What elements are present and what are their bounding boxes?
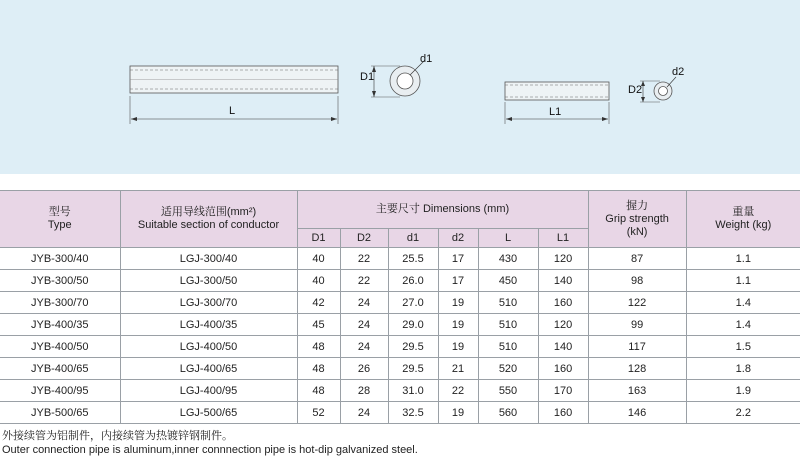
label-D1: D1	[360, 71, 375, 83]
header-grip: 握力 Grip strength (kN)	[588, 191, 686, 248]
spec-table	[0, 190, 800, 424]
cell-d1: 29.5	[388, 358, 438, 380]
cell-d2: 22	[438, 380, 478, 402]
subheader-D1: D1	[297, 229, 340, 248]
table-row	[0, 270, 800, 292]
cell-l1: 160	[538, 358, 588, 380]
cell-l1: 170	[538, 380, 588, 402]
cell-l: 430	[478, 248, 538, 270]
pipe-drawings	[0, 0, 800, 174]
cell-l1: 120	[538, 248, 588, 270]
cell-d2: 24	[340, 402, 388, 424]
cell-d1: 32.5	[388, 402, 438, 424]
cell-d2: 24	[340, 336, 388, 358]
cell-type: JYB-400/35	[0, 314, 120, 336]
cell-grip: 117	[588, 336, 686, 358]
label-D2: D2	[628, 84, 643, 96]
cell-type: JYB-400/65	[0, 358, 120, 380]
header-dimensions: 主要尺寸 Dimensions (mm)	[297, 191, 588, 229]
table-row	[0, 336, 800, 358]
subheader-L1: L1	[538, 229, 588, 248]
cell-grip: 98	[588, 270, 686, 292]
cell-l: 550	[478, 380, 538, 402]
header-type: 型号 Type	[0, 191, 120, 248]
table-row	[0, 358, 800, 380]
cell-grip: 163	[588, 380, 686, 402]
cell-d2: 17	[438, 248, 478, 270]
cell-weight: 1.4	[686, 314, 800, 336]
cell-d2: 19	[438, 292, 478, 314]
cell-section: LGJ-400/65	[120, 358, 297, 380]
cell-d1: 52	[297, 402, 340, 424]
cell-type: JYB-500/65	[0, 402, 120, 424]
cell-d1: 26.0	[388, 270, 438, 292]
cell-d2: 19	[438, 402, 478, 424]
cell-l: 560	[478, 402, 538, 424]
subheader-d1: d1	[388, 229, 438, 248]
subheader-D2: D2	[340, 229, 388, 248]
cell-l1: 140	[538, 336, 588, 358]
table-row	[0, 248, 800, 270]
cell-type: JYB-400/50	[0, 336, 120, 358]
cell-d2: 24	[340, 292, 388, 314]
cell-grip: 146	[588, 402, 686, 424]
cell-grip: 128	[588, 358, 686, 380]
diagram-panel	[0, 0, 800, 174]
cell-section: LGJ-500/65	[120, 402, 297, 424]
cell-l1: 160	[538, 402, 588, 424]
cell-section: LGJ-300/50	[120, 270, 297, 292]
cell-l: 450	[478, 270, 538, 292]
cell-d2: 26	[340, 358, 388, 380]
cell-l1: 120	[538, 314, 588, 336]
cell-d2: 19	[438, 314, 478, 336]
cell-d1: 40	[297, 270, 340, 292]
cell-grip: 99	[588, 314, 686, 336]
label-L1: L1	[549, 106, 562, 118]
cell-d2: 17	[438, 270, 478, 292]
cell-l1: 140	[538, 270, 588, 292]
cell-type: JYB-300/50	[0, 270, 120, 292]
note-chinese: 外接续管为铝制件，内接续管为热镀锌钢制件。	[2, 430, 233, 442]
cell-d1: 29.5	[388, 336, 438, 358]
cell-d2: 24	[340, 314, 388, 336]
cell-d1: 48	[297, 380, 340, 402]
table-header-row	[0, 191, 800, 229]
cell-d1: 40	[297, 248, 340, 270]
cell-d1: 25.5	[388, 248, 438, 270]
cell-weight: 1.9	[686, 380, 800, 402]
cell-d1: 31.0	[388, 380, 438, 402]
cell-d1: 42	[297, 292, 340, 314]
cell-section: LGJ-300/70	[120, 292, 297, 314]
label-d2: d2	[672, 66, 685, 78]
cell-section: LGJ-400/50	[120, 336, 297, 358]
cell-d1: 29.0	[388, 314, 438, 336]
cell-l: 510	[478, 314, 538, 336]
header-section: 适用导线范围(mm²) Suitable section of conductor	[120, 191, 297, 248]
cell-type: JYB-300/40	[0, 248, 120, 270]
cell-grip: 87	[588, 248, 686, 270]
cell-d1: 27.0	[388, 292, 438, 314]
cell-weight: 1.8	[686, 358, 800, 380]
cell-l: 510	[478, 336, 538, 358]
cell-l1: 160	[538, 292, 588, 314]
cell-weight: 1.1	[686, 248, 800, 270]
cell-weight: 1.5	[686, 336, 800, 358]
cell-grip: 122	[588, 292, 686, 314]
cell-section: LGJ-300/40	[120, 248, 297, 270]
cell-weight: 1.1	[686, 270, 800, 292]
cell-l: 520	[478, 358, 538, 380]
cell-type: JYB-400/95	[0, 380, 120, 402]
label-L: L	[229, 105, 236, 117]
cell-weight: 1.4	[686, 292, 800, 314]
cell-section: LGJ-400/95	[120, 380, 297, 402]
cell-d1: 48	[297, 336, 340, 358]
cell-d2: 22	[340, 248, 388, 270]
cell-l: 510	[478, 292, 538, 314]
cell-d1: 48	[297, 358, 340, 380]
note-english: Outer connection pipe is aluminum,inner connnection pipe is hot-dip galvanized steel.	[2, 444, 418, 456]
cell-type: JYB-300/70	[0, 292, 120, 314]
cell-d1: 45	[297, 314, 340, 336]
cell-section: LGJ-400/35	[120, 314, 297, 336]
cell-d2: 21	[438, 358, 478, 380]
table-row	[0, 402, 800, 424]
cell-d2: 22	[340, 270, 388, 292]
table-row	[0, 380, 800, 402]
outer-pipe-section	[371, 61, 424, 97]
table-row	[0, 292, 800, 314]
cell-d2: 28	[340, 380, 388, 402]
inner-pipe-section	[640, 77, 676, 102]
table-row	[0, 314, 800, 336]
cell-weight: 2.2	[686, 402, 800, 424]
header-weight: 重量 Weight (kg)	[686, 191, 800, 248]
subheader-d2: d2	[438, 229, 478, 248]
subheader-L: L	[478, 229, 538, 248]
cell-d2: 19	[438, 336, 478, 358]
label-d1: d1	[420, 53, 433, 65]
